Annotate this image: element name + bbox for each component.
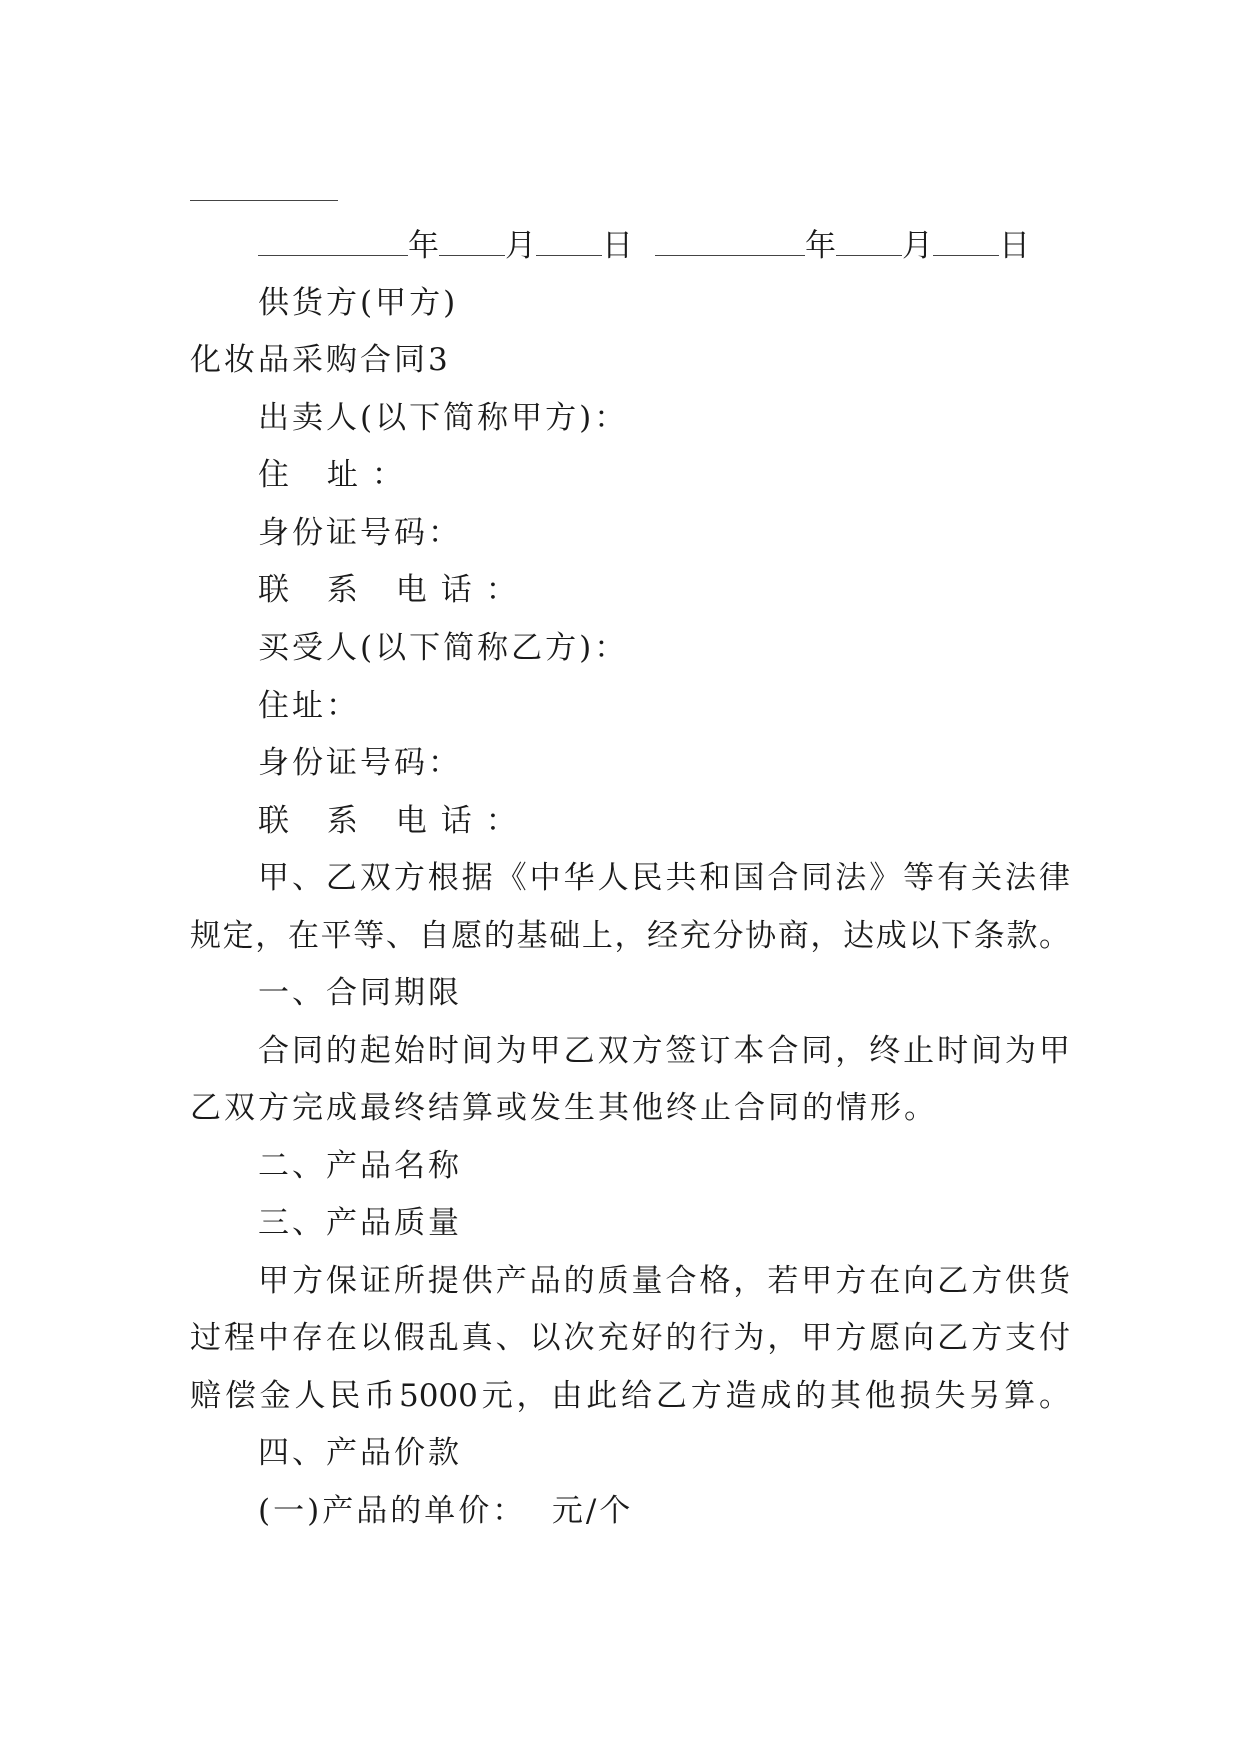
year-label-2: 年 <box>805 228 836 264</box>
day-label-2: 日 <box>999 228 1030 264</box>
preamble-line-1: 甲、乙双方根据《中华人民共和国合同法》等有关法律 <box>258 860 1070 896</box>
month-blank-2[interactable] <box>836 225 902 256</box>
month-label: 月 <box>505 228 536 264</box>
section-4-unit-price: (一)产品的单价： 元/个 <box>258 1493 634 1529</box>
seller-phone: 联 系 电话： <box>258 572 531 608</box>
section-1-heading: 一、合同期限 <box>258 975 462 1011</box>
section-3-heading: 三、产品质量 <box>258 1205 462 1241</box>
month-label-2: 月 <box>902 228 933 264</box>
year-blank[interactable] <box>258 225 408 256</box>
section-3-line-3: 赔偿金人民币5000元，由此给乙方造成的其他损失另算。 <box>190 1378 1070 1414</box>
preamble-line-2: 规定，在平等、自愿的基础上，经充分协商，达成以下条款。 <box>190 918 1070 954</box>
section-4-heading: 四、产品价款 <box>258 1435 462 1471</box>
supplier-label: 供货方(甲方) <box>258 285 459 321</box>
year-label: 年 <box>408 228 439 264</box>
section-3-line-1: 甲方保证所提供产品的质量合格，若甲方在向乙方供货 <box>258 1263 1070 1299</box>
day-label: 日 <box>602 228 633 264</box>
buyer-label: 买受人(以下简称乙方)： <box>258 630 629 666</box>
section-1-line-1: 合同的起始时间为甲乙双方签订本合同，终止时间为甲 <box>258 1033 1070 1069</box>
year-blank-2[interactable] <box>655 225 805 256</box>
seller-label: 出卖人(以下简称甲方)： <box>258 400 629 436</box>
section-1-line-2: 乙双方完成最终结算或发生其他终止合同的情形。 <box>190 1090 938 1126</box>
section-2-heading: 二、产品名称 <box>258 1148 462 1184</box>
buyer-address: 住址： <box>258 688 360 724</box>
buyer-id-number: 身份证号码： <box>258 745 462 781</box>
section-3-line-2: 过程中存在以假乱真、以次充好的行为，甲方愿向乙方支付 <box>190 1320 1070 1356</box>
signature-blank-line <box>190 200 338 201</box>
signature-date-line <box>258 225 1030 266</box>
month-blank[interactable] <box>439 225 505 256</box>
seller-address: 住 址： <box>258 457 417 493</box>
day-blank-2[interactable] <box>933 225 999 256</box>
document-title: 化妆品采购合同3 <box>190 342 451 378</box>
day-blank[interactable] <box>536 225 602 256</box>
buyer-phone: 联 系 电话： <box>258 803 531 839</box>
seller-id-number: 身份证号码： <box>258 515 462 551</box>
